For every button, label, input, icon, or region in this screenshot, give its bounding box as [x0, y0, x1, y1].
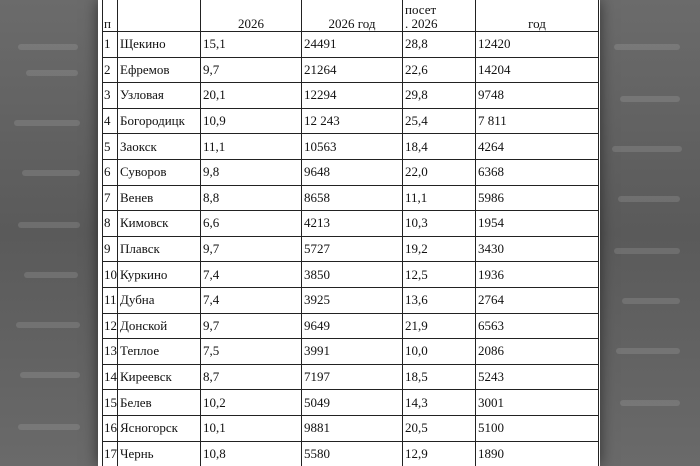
- data-table: [102, 0, 599, 466]
- row-col-d: 7 811: [476, 108, 599, 134]
- row-col-b: 9648: [302, 159, 403, 185]
- row-col-a: 10,9: [201, 108, 302, 134]
- row-col-a: 8,8: [201, 185, 302, 211]
- row-number: 15: [103, 390, 118, 416]
- table-row: [103, 57, 599, 83]
- row-col-a: 10,8: [201, 441, 302, 466]
- row-col-b: 4213: [302, 211, 403, 237]
- row-city: Белев: [118, 390, 201, 416]
- row-number: 13: [103, 339, 118, 365]
- row-col-c: 22,0: [403, 159, 476, 185]
- background-blur: [612, 146, 682, 152]
- row-col-b: 3925: [302, 287, 403, 313]
- background-blur: [616, 348, 680, 354]
- background-blur: [620, 96, 680, 102]
- background-blur: [24, 272, 78, 278]
- row-city: Дубна: [118, 287, 201, 313]
- background-blur: [618, 196, 680, 202]
- row-col-c: 25,4: [403, 108, 476, 134]
- background-blur: [620, 400, 680, 406]
- background-blur: [20, 372, 80, 378]
- row-col-b: 3991: [302, 339, 403, 365]
- row-col-d: 4264: [476, 134, 599, 160]
- row-city: Плавск: [118, 236, 201, 262]
- row-col-c: 28,8: [403, 32, 476, 58]
- row-col-b: 12 243: [302, 108, 403, 134]
- row-col-b: 5580: [302, 441, 403, 466]
- row-col-d: 2764: [476, 287, 599, 313]
- background-blur: [26, 70, 78, 76]
- header-col-a-label: 2026: [238, 16, 264, 31]
- row-city: Куркино: [118, 262, 201, 288]
- row-number: 11: [103, 287, 118, 313]
- row-col-c: 11,1: [403, 185, 476, 211]
- row-col-d: 3430: [476, 236, 599, 262]
- table-row: [103, 211, 599, 237]
- table-row: [103, 185, 599, 211]
- row-col-a: 9,7: [201, 236, 302, 262]
- row-city: Заокск: [118, 134, 201, 160]
- row-number: 9: [103, 236, 118, 262]
- table-row: [103, 339, 599, 365]
- row-number: 14: [103, 364, 118, 390]
- table-row: [103, 313, 599, 339]
- background-blur: [18, 424, 80, 430]
- row-col-d: 2086: [476, 339, 599, 365]
- row-city: Теплое: [118, 339, 201, 365]
- row-col-c: 12,9: [403, 441, 476, 466]
- row-col-d: 9748: [476, 83, 599, 109]
- table-row: [103, 134, 599, 160]
- row-city: Киреевск: [118, 364, 201, 390]
- row-number: 10: [103, 262, 118, 288]
- background-blur: [16, 322, 80, 328]
- row-col-b: 12294: [302, 83, 403, 109]
- table-row: [103, 108, 599, 134]
- row-col-a: 6,6: [201, 211, 302, 237]
- row-col-a: 15,1: [201, 32, 302, 58]
- row-col-c: 18,4: [403, 134, 476, 160]
- row-col-c: 29,8: [403, 83, 476, 109]
- row-number: 1: [103, 32, 118, 58]
- header-city: [118, 0, 201, 32]
- row-col-c: 19,2: [403, 236, 476, 262]
- row-col-c: 13,6: [403, 287, 476, 313]
- row-city: Узловая: [118, 83, 201, 109]
- row-col-d: 14204: [476, 57, 599, 83]
- row-col-d: 12420: [476, 32, 599, 58]
- row-city: Ефремов: [118, 57, 201, 83]
- row-col-a: 20,1: [201, 83, 302, 109]
- row-city: Богородицк: [118, 108, 201, 134]
- row-col-b: 10563: [302, 134, 403, 160]
- table-row: [103, 262, 599, 288]
- row-col-d: 1936: [476, 262, 599, 288]
- row-number: 12: [103, 313, 118, 339]
- header-col-b: [302, 0, 403, 32]
- row-col-d: 6368: [476, 159, 599, 185]
- row-col-a: 9,7: [201, 57, 302, 83]
- row-number: 2: [103, 57, 118, 83]
- row-col-a: 7,5: [201, 339, 302, 365]
- header-col-d: [476, 0, 599, 32]
- row-city: Щекино: [118, 32, 201, 58]
- background-blur: [614, 44, 680, 50]
- row-col-d: 5243: [476, 364, 599, 390]
- row-col-c: 10,0: [403, 339, 476, 365]
- row-col-d: 1890: [476, 441, 599, 466]
- row-col-c: 18,5: [403, 364, 476, 390]
- row-city: Чернь: [118, 441, 201, 466]
- row-col-b: 9881: [302, 415, 403, 441]
- header-col-c-line1: посет: [405, 2, 437, 17]
- row-col-b: 7197: [302, 364, 403, 390]
- row-col-d: 6563: [476, 313, 599, 339]
- row-col-b: 3850: [302, 262, 403, 288]
- table-row: [103, 415, 599, 441]
- row-col-d: 5986: [476, 185, 599, 211]
- row-col-a: 10,1: [201, 415, 302, 441]
- table-row: [103, 236, 599, 262]
- header-col-a: [201, 0, 302, 32]
- background-right: [600, 0, 700, 466]
- row-col-d: 5100: [476, 415, 599, 441]
- row-col-b: 5049: [302, 390, 403, 416]
- row-col-c: 21,9: [403, 313, 476, 339]
- header-col-d-label: год: [528, 16, 546, 31]
- row-number: 8: [103, 211, 118, 237]
- row-col-b: 24491: [302, 32, 403, 58]
- row-col-c: 14,3: [403, 390, 476, 416]
- row-city: Венев: [118, 185, 201, 211]
- table-row: [103, 364, 599, 390]
- row-col-a: 8,7: [201, 364, 302, 390]
- row-col-c: 12,5: [403, 262, 476, 288]
- row-col-b: 9649: [302, 313, 403, 339]
- row-number: 7: [103, 185, 118, 211]
- background-blur: [14, 120, 80, 126]
- row-col-c: 22,6: [403, 57, 476, 83]
- table-row: [103, 159, 599, 185]
- row-col-b: 5727: [302, 236, 403, 262]
- row-number: 16: [103, 415, 118, 441]
- table-row: [103, 32, 599, 58]
- row-number: 17: [103, 441, 118, 466]
- row-col-d: 3001: [476, 390, 599, 416]
- row-col-c: 10,3: [403, 211, 476, 237]
- background-blur: [22, 170, 80, 176]
- header-col-c-line2: . 2026: [405, 16, 438, 31]
- row-number: 6: [103, 159, 118, 185]
- background-left: [0, 0, 100, 466]
- background-blur: [614, 248, 680, 254]
- background-blur: [622, 298, 680, 304]
- document-page: [98, 0, 600, 466]
- row-col-a: 11,1: [201, 134, 302, 160]
- background-blur: [18, 44, 78, 50]
- row-col-c: 20,5: [403, 415, 476, 441]
- row-col-a: 10,2: [201, 390, 302, 416]
- table-header-row: [103, 0, 599, 32]
- row-col-b: 8658: [302, 185, 403, 211]
- row-city: Донской: [118, 313, 201, 339]
- table-row: [103, 390, 599, 416]
- row-number: 5: [103, 134, 118, 160]
- row-city: Суворов: [118, 159, 201, 185]
- row-col-d: 1954: [476, 211, 599, 237]
- table-row: [103, 287, 599, 313]
- row-col-a: 7,4: [201, 287, 302, 313]
- background-blur: [18, 222, 80, 228]
- table-row: [103, 441, 599, 466]
- row-col-a: 7,4: [201, 262, 302, 288]
- header-col-b-label: 2026 год: [328, 16, 376, 31]
- table-row: [103, 83, 599, 109]
- row-col-b: 21264: [302, 57, 403, 83]
- row-number: 3: [103, 83, 118, 109]
- header-col-c: [403, 0, 476, 32]
- header-num: п: [103, 0, 118, 32]
- row-col-a: 9,8: [201, 159, 302, 185]
- row-city: Ясногорск: [118, 415, 201, 441]
- row-col-a: 9,7: [201, 313, 302, 339]
- row-city: Кимовск: [118, 211, 201, 237]
- row-number: 4: [103, 108, 118, 134]
